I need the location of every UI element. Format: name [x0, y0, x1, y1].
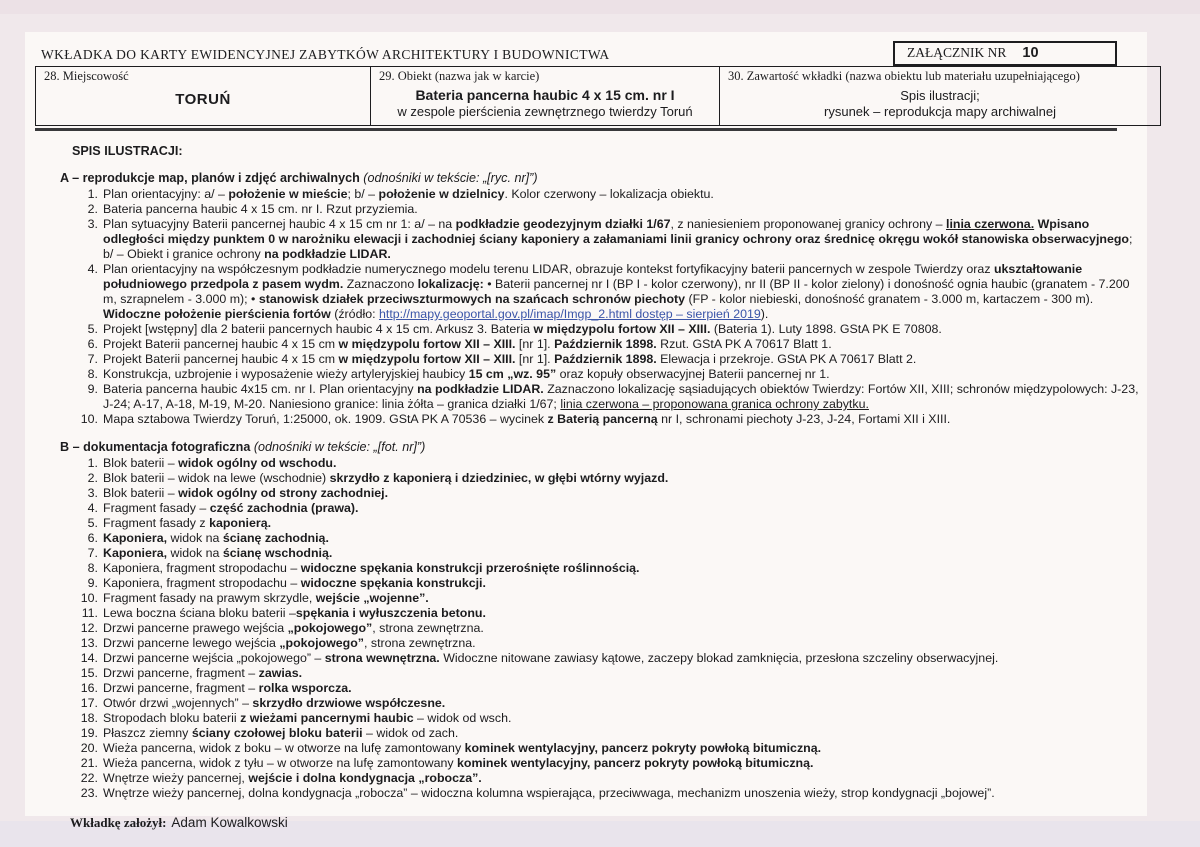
- text-segment: z wieżami pancernymi haubic: [240, 711, 414, 725]
- list-item: [60, 187, 1145, 202]
- list-item: [60, 382, 1145, 412]
- item-number: 12.: [80, 621, 98, 635]
- item-text: [103, 546, 332, 560]
- item-number: 8.: [87, 561, 98, 575]
- text-segment: widoczne spękania konstrukcji przerośnięte roślinnością.: [300, 561, 640, 575]
- text-segment: nr I, schronami piechoty J-23, J-24, Fortami XII i XIII.: [657, 412, 951, 426]
- text-segment: w międzypolu fortow XII – XIII.: [533, 322, 711, 336]
- text-segment: z Baterią pancerną: [547, 412, 658, 426]
- text-segment: Projekt Baterii pancernej haubic 4 x 15 cm: [103, 352, 339, 366]
- item-number: 23.: [80, 786, 98, 800]
- text-segment: ukształtowanie południowego przedpola z pasem wydm.: [103, 262, 1083, 291]
- scan-margin-top: [0, 0, 1200, 14]
- record-table: [35, 66, 1161, 126]
- text-segment: Plan orientacyjny: a/ –: [103, 187, 229, 201]
- item-text: [103, 651, 998, 665]
- list-item: [60, 337, 1145, 352]
- item-text: [103, 187, 714, 201]
- text-segment: (źródło:: [330, 307, 379, 321]
- list-item: [60, 681, 1145, 696]
- list-item: [60, 202, 1145, 217]
- item-number: 16.: [80, 681, 98, 695]
- item-text: [103, 486, 388, 500]
- text-segment: Blok baterii – widok na lewe (wschodnie): [103, 471, 330, 485]
- list-item: [60, 456, 1145, 471]
- text-segment: ).: [760, 307, 769, 321]
- section-b-title: [60, 440, 1145, 454]
- locality-value: TORUŃ: [175, 91, 231, 108]
- list-item: [60, 561, 1145, 576]
- section-b-list: [60, 456, 1145, 801]
- footer-label: Wkładkę założył:: [70, 815, 167, 830]
- text-segment: Widoczne nitowane zawiasy kątowe, zaczepy blokad zamknięcia, przesłona szczeliny obserwacyjnej.: [439, 651, 999, 665]
- text-segment: Konstrukcja, uzbrojenie i wyposażenie wieży artyleryjskiej haubicy: [103, 367, 469, 381]
- item-text: [103, 501, 359, 515]
- item-number: 3.: [87, 217, 98, 231]
- attachment-label: ZAŁĄCZNIK NR: [907, 45, 1007, 60]
- text-segment: Zaznaczono lokalizację sąsiadujących obiektów Twierdzy: Fortów XII, XIII; schronów międzypolowych: J-23, J-24; A-17, A-18, M-19, M-20. Naniesiono granice: linia żółta – granica działki 1/67;: [103, 382, 1139, 411]
- item-number: 14.: [80, 651, 98, 665]
- item-text: [103, 726, 458, 740]
- item-number: 7.: [87, 352, 98, 366]
- list-item: [60, 666, 1145, 681]
- item-number: 18.: [80, 711, 98, 725]
- text-segment: Blok baterii –: [103, 456, 179, 470]
- item-text: [103, 456, 336, 470]
- list-item: [60, 546, 1145, 561]
- text-segment: [nr 1].: [515, 337, 555, 351]
- item-text: [103, 217, 1132, 261]
- list-item: [60, 322, 1145, 337]
- list-item: [60, 262, 1145, 322]
- text-segment: Bateria pancerna haubic 4 x 15 cm. nr I. Rzut przyziemia.: [103, 202, 418, 216]
- text-segment: , strona zewnętrzna.: [363, 636, 476, 650]
- list-item: [60, 352, 1145, 367]
- item-number: 1.: [87, 187, 98, 201]
- text-segment: stanowisk działek przeciwszturmowych na szańcach schronów piechoty: [258, 292, 686, 306]
- list-item: [60, 486, 1145, 501]
- document-header: [35, 41, 1117, 66]
- item-text: [103, 352, 916, 366]
- list-item: [60, 471, 1145, 486]
- text-segment: w międzypolu fortow XII – XIII.: [338, 352, 516, 366]
- text-segment: Październik 1898.: [554, 337, 657, 351]
- item-text: [103, 606, 486, 620]
- list-item: [60, 591, 1145, 606]
- item-text: [103, 516, 271, 530]
- item-text: [103, 711, 511, 725]
- text-segment: Mapa sztabowa Twierdzy Toruń, 1:25000, ok. 1909. GStA PK A 70536 – wycinek: [103, 412, 548, 426]
- illustration-index: [60, 144, 1145, 831]
- text-segment: , strona zewnętrzna.: [372, 621, 484, 635]
- list-item: [60, 412, 1145, 427]
- text-segment: 15 cm „wz. 95”: [468, 367, 557, 381]
- text-segment: Wnętrze wieży pancernej, dolna kondygnacja „robocza” – widoczna kolumna wspierająca, przeciwwaga, mechanizm unoszenia wieży, strop kondygnacji „bojowej”.: [103, 786, 995, 800]
- item-text: [103, 531, 329, 545]
- item-number: 15.: [80, 666, 98, 680]
- item-text: [103, 786, 995, 800]
- item-text: [103, 412, 950, 426]
- list-item: [60, 621, 1145, 636]
- text-segment: ścianę zachodnią.: [222, 531, 329, 545]
- section-a-list: [60, 187, 1145, 427]
- text-segment: w międzypolu fortow XII – XIII.: [338, 337, 516, 351]
- text-segment: linia czerwona.: [946, 217, 1035, 231]
- text-segment: ; b/ – Obiekt i granice ochrony: [103, 232, 1133, 261]
- text-segment: widoczne spękania konstrukcji.: [300, 576, 486, 590]
- list-item: [60, 786, 1145, 801]
- text-segment: zawias.: [258, 666, 303, 680]
- item-number: 1.: [87, 456, 98, 470]
- text-segment: Fragment fasady z: [103, 516, 210, 530]
- item-text: [103, 367, 830, 381]
- item-number: 8.: [87, 367, 98, 381]
- section-title-text: A – reprodukcje map, planów i zdjęć archiwalnych: [60, 171, 360, 185]
- list-heading: SPIS ILUSTRACJI:: [72, 144, 183, 158]
- attachment-box: [893, 41, 1117, 66]
- text-segment: ścianę wschodnią.: [222, 546, 333, 560]
- list-item: [60, 696, 1145, 711]
- footer-author: Adam Kowalkowski: [171, 815, 288, 830]
- text-segment: Wieża pancerna, widok z tyłu – w otworze na lufę zamontowany: [103, 756, 457, 770]
- item-number: 5.: [87, 516, 98, 530]
- item-text: [103, 561, 640, 575]
- item-text: [103, 262, 1130, 321]
- item-text: [103, 681, 352, 695]
- list-item: [60, 516, 1145, 531]
- sections-container: [60, 171, 1145, 801]
- text-segment: Drzwi pancerne wejścia „pokojowego” –: [103, 651, 325, 665]
- text-segment: na podkładzie LIDAR.: [264, 247, 391, 261]
- text-segment: podkładzie geodezyjnym działki 1/67: [455, 217, 671, 231]
- list-item: [60, 711, 1145, 726]
- item-number: 20.: [80, 741, 98, 755]
- contents-line1: Spis ilustracji;: [900, 88, 980, 103]
- text-segment: Blok baterii –: [103, 486, 179, 500]
- contents-label: 30. Zawartość wkładki (nazwa obiektu lub materiału uzupełniającego): [728, 69, 1080, 83]
- text-segment: Plan orientacyjny na współczesnym podkładzie numerycznego modelu terenu LIDAR, obrazuje kontekst fortyfikacyjny baterii pancernych w zespole Twierdzy oraz: [103, 262, 994, 276]
- list-item: [60, 636, 1145, 651]
- text-segment: Stropodach bloku baterii: [103, 711, 241, 725]
- text-segment: Drzwi pancerne lewego wejścia: [103, 636, 280, 650]
- text-segment: Drzwi pancerne prawego wejścia: [103, 621, 288, 635]
- list-item: [60, 606, 1145, 621]
- section-title-note: (odnośniki w tekście: „[ryc. nr]”): [359, 171, 538, 185]
- text-segment: Projekt [wstępny] dla 2 baterii pancernych haubic 4 x 15 cm. Arkusz 3. Bateria: [103, 322, 534, 336]
- item-number: 2.: [87, 202, 98, 216]
- footer: [70, 815, 1145, 831]
- item-number: 6.: [87, 337, 98, 351]
- document-page: [25, 32, 1147, 830]
- text-segment: – widok od zach.: [362, 726, 459, 740]
- text-segment: (Bateria 1). Luty 1898. GStA PK E 70808.: [710, 322, 942, 336]
- text-segment: . Kolor czerwony – lokalizacja obiektu.: [504, 187, 714, 201]
- text-segment: „pokojowego”: [279, 636, 364, 650]
- item-text: [103, 471, 668, 485]
- text-segment: Plan sytuacyjny Baterii pancernej haubic 4 x 15 cm nr 1: a/ – na: [103, 217, 456, 231]
- text-segment: kominek wentylacyjny, pancerz pokryty powłoką bitumiczną.: [464, 741, 822, 755]
- list-item: [60, 771, 1145, 786]
- text-segment: Bateria pancerna haubic 4x15 cm. nr I. Plan orientacyjny: [103, 382, 418, 396]
- item-number: 2.: [87, 471, 98, 485]
- contents-cell: [720, 67, 1161, 126]
- item-text: [103, 322, 942, 336]
- text-segment: Lewa boczna ściana bloku baterii –: [103, 606, 296, 620]
- list-item: [60, 531, 1145, 546]
- text-segment: , z naniesieniem proponowanej granicy ochrony –: [670, 217, 946, 231]
- text-segment: na podkładzie LIDAR.: [417, 382, 544, 396]
- item-number: 4.: [87, 262, 98, 276]
- text-segment: spękania i wyłuszczenia betonu.: [295, 606, 486, 620]
- item-text: [103, 771, 482, 785]
- text-segment: widok ogólny od strony zachodniej.: [178, 486, 389, 500]
- text-segment: Kaponiera, fragment stropodachu –: [103, 576, 301, 590]
- list-item: [60, 756, 1145, 771]
- item-number: 4.: [87, 501, 98, 515]
- object-subtitle: w zespole pierścienia zewnętrznego twierdzy Toruń: [397, 104, 693, 119]
- text-segment: skrzydło z kaponierą i dziedziniec, w głębi wtórny wyjazd.: [329, 471, 669, 485]
- list-item: [60, 726, 1145, 741]
- list-item: [60, 217, 1145, 262]
- text-segment: położenie w dzielnicy: [378, 187, 505, 201]
- item-number: 19.: [80, 726, 98, 740]
- text-segment: (FP - kolor niebieski, donośność granatem - 3.000 m, kartaczem - 300 m).: [685, 292, 1094, 306]
- item-text: [103, 591, 429, 605]
- text-segment: Widoczne położenie pierścienia fortów: [103, 307, 331, 321]
- text-segment: Elewacja i przekroje. GStA PK A 70617 Blatt 2.: [656, 352, 917, 366]
- text-segment: położenie w mieście: [228, 187, 348, 201]
- object-name: Bateria pancerna haubic 4 x 15 cm. nr I: [415, 87, 675, 103]
- text-segment: ściany czołowej bloku baterii: [191, 726, 363, 740]
- section-title-note: (odnośniki w tekście: „[fot. nr]”): [250, 440, 426, 454]
- text-segment: rolka wsporcza.: [258, 681, 352, 695]
- text-segment: Projekt Baterii pancernej haubic 4 x 15 cm: [103, 337, 339, 351]
- item-text: [103, 202, 418, 216]
- text-segment: – widok od wsch.: [413, 711, 512, 725]
- attachment-number: 10: [1022, 45, 1039, 61]
- text-segment: strona wewnętrzna.: [324, 651, 440, 665]
- text-segment: wejście „wojenne”.: [315, 591, 429, 605]
- list-item: [60, 367, 1145, 382]
- list-item: [60, 651, 1145, 666]
- text-segment: Rzut. GStA PK A 70617 Blatt 1.: [656, 337, 832, 351]
- list-item: [60, 741, 1145, 756]
- item-text: [103, 382, 1139, 411]
- text-segment: Otwór drzwi „wojennych” –: [103, 696, 253, 710]
- item-text: [103, 337, 832, 351]
- text-segment: „pokojowego”: [287, 621, 373, 635]
- header-divider-rule: [35, 128, 1117, 131]
- locality-label: 28. Miejscowość: [44, 69, 129, 83]
- item-number: 17.: [80, 696, 98, 710]
- text-segment: widok ogólny od wschodu.: [178, 456, 337, 470]
- text-segment: oraz kopuły obserwacyjnej Baterii pancernej nr 1.: [556, 367, 830, 381]
- text-segment: [nr 1].: [515, 352, 555, 366]
- item-text: [103, 621, 484, 635]
- record-table-row: [36, 67, 1161, 126]
- text-segment: Fragment fasady na prawym skrzydle,: [103, 591, 316, 605]
- text-segment: Wpisano odległości między punktem 0 w narożniku elewacji i zachodniej ściany kaponiery a załamaniami linii granicy ochrony oraz średnicę okręgu wokół stanowiska obserwacyjnego: [103, 217, 1129, 246]
- item-text: [103, 576, 486, 590]
- item-number: 3.: [87, 486, 98, 500]
- geoportal-link[interactable]: http://mapy.geoportal.gov.pl/imap/Imgp_2.html dostęp – sierpień 2019: [378, 307, 761, 321]
- list-item: [60, 576, 1145, 591]
- item-text: [103, 696, 445, 710]
- object-cell: [371, 67, 720, 126]
- section-a: [60, 171, 1145, 427]
- text-segment: Drzwi pancerne, fragment –: [103, 666, 259, 680]
- text-segment: • Baterii pancernej nr I (BP I - kolor czerwony), nr II (BP II - kolor zielony) i donośność ognia haubic (granatem - 7.200 m, szrapnelem - 3.000 m); •: [103, 277, 1130, 306]
- item-text: [103, 741, 821, 755]
- text-segment: kaponierą.: [209, 516, 272, 530]
- item-text: [103, 666, 302, 680]
- item-number: 10.: [80, 412, 98, 426]
- item-number: 9.: [87, 382, 98, 396]
- text-segment: Fragment fasady –: [103, 501, 210, 515]
- text-segment: skrzydło drzwiowe współczesne.: [252, 696, 446, 710]
- text-segment: linia czerwona – proponowana granica ochrony zabytku.: [560, 397, 869, 411]
- item-number: 10.: [80, 591, 98, 605]
- text-segment: wejście i dolna kondygnacja „robocza”.: [248, 771, 482, 785]
- item-number: 7.: [87, 546, 98, 560]
- item-text: [103, 756, 813, 770]
- text-segment: widok na: [167, 531, 223, 545]
- section-title-text: B – dokumentacja fotograficzna: [60, 440, 251, 454]
- text-segment: ; b/ –: [347, 187, 379, 201]
- section-b: [60, 440, 1145, 801]
- section-a-title: [60, 171, 1145, 185]
- text-segment: widok na: [167, 546, 223, 560]
- item-number: 11.: [81, 606, 98, 620]
- text-segment: Wnętrze wieży pancernej,: [103, 771, 249, 785]
- object-label: 29. Obiekt (nazwa jak w karcie): [379, 69, 540, 83]
- item-number: 22.: [80, 771, 98, 785]
- text-segment: Płaszcz ziemny: [103, 726, 192, 740]
- document-title: WKŁADKA DO KARTY EWIDENCYJNEJ ZABYTKÓW ARCHITEKTURY I BUDOWNICTWA: [41, 47, 610, 62]
- text-segment: Drzwi pancerne, fragment –: [103, 681, 259, 695]
- contents-line2: rysunek – reprodukcja mapy archiwalnej: [824, 104, 1056, 119]
- text-segment: Kaponiera, fragment stropodachu –: [103, 561, 301, 575]
- item-number: 13.: [80, 636, 98, 650]
- text-segment: Październik 1898.: [554, 352, 657, 366]
- text-segment: część zachodnia (prawa).: [209, 501, 359, 515]
- text-segment: kominek wentylacyjny, pancerz pokryty powłoką bitumiczną.: [457, 756, 814, 770]
- item-number: 21.: [80, 756, 98, 770]
- item-number: 6.: [87, 531, 98, 545]
- text-segment: Kaponiera,: [103, 531, 168, 545]
- item-number: 5.: [87, 322, 98, 336]
- text-segment: Kaponiera,: [103, 546, 168, 560]
- locality-cell: [36, 67, 371, 126]
- item-number: 9.: [87, 576, 98, 590]
- text-segment: Wieża pancerna, widok z boku – w otworze na lufę zamontowany: [103, 741, 465, 755]
- list-item: [60, 501, 1145, 516]
- item-text: [103, 636, 476, 650]
- text-segment: lokalizację:: [417, 277, 484, 291]
- text-segment: Zaznaczono: [343, 277, 418, 291]
